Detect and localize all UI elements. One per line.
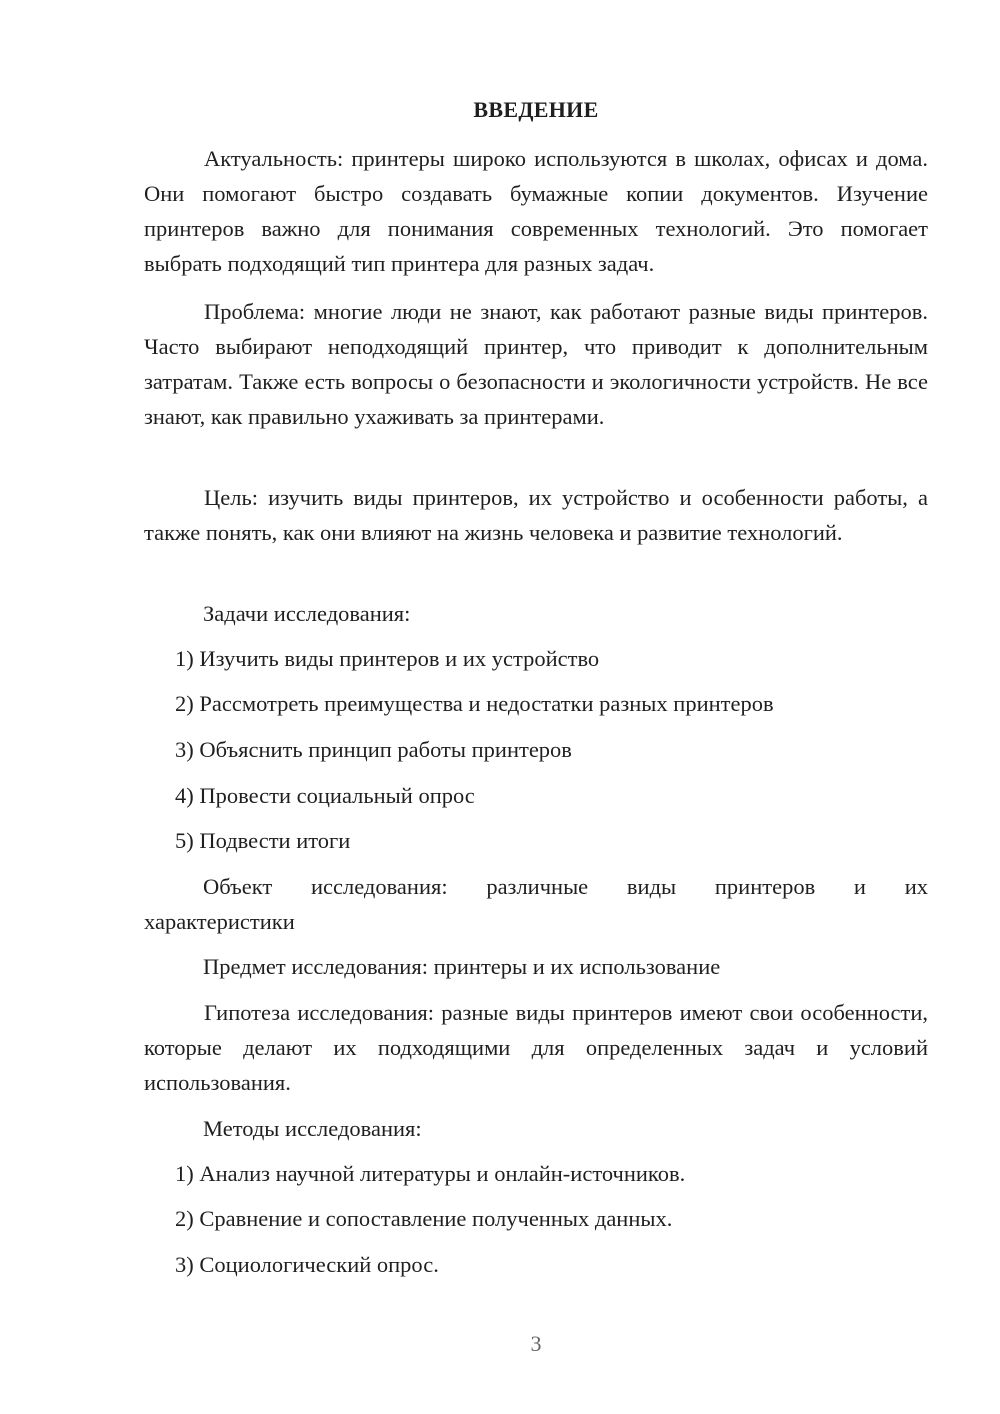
task-item-3: 3) Объяснить принцип работы принтеров [175,737,572,762]
method-item-1: 1) Анализ научной литературы и онлайн-источников. [175,1161,686,1186]
task-item-1: 1) Изучить виды принтеров и их устройство [175,646,600,671]
subject-paragraph: Предмет исследования: принтеры и их использование [203,954,721,979]
problem-paragraph: Проблема: многие люди не знают, как работают разные виды принтеров. Часто выбирают неподходящий принтер, что приводит к дополнительным затратам. Также есть вопросы о безопасности и экологичности устройств. Не все знают, как правильно ухаживать за принтерами. [144,299,928,429]
method-item-2: 2) Сравнение и сопоставление полученных данных. [175,1206,673,1231]
tasks-heading: Задачи исследования: [203,601,411,626]
page-number: 3 [530,1331,542,1356]
object-line-2: характеристики [144,909,295,934]
object-line-1: Объект исследования: различные виды принтеров и их [203,874,928,899]
relevance-paragraph: Актуальность: принтеры широко используются в школах, офисах и дома. Они помогают быстро создавать бумажные копии документов. Изучение принтеров важно для понимания современных технологий. Это помогает выбрать подходящий тип принтера для разных задач. [144,146,928,276]
methods-heading: Методы исследования: [203,1116,422,1141]
task-item-5: 5) Подвести итоги [175,828,351,853]
task-item-2: 2) Рассмотреть преимущества и недостатки разных принтеров [175,691,774,716]
task-item-4: 4) Провести социальный опрос [175,783,475,808]
goal-paragraph: Цель: изучить виды принтеров, их устройство и особенности работы, а также понять, как они влияют на жизнь человека и развитие технологий. [144,485,928,545]
method-item-3: 3) Социологический опрос. [175,1252,439,1277]
page-title: ВВЕДЕНИЕ [473,97,599,122]
hypothesis-paragraph: Гипотеза исследования: разные виды принтеров имеют свои особенности, которые делают их подходящими для определенных задач и условий использования. [144,1000,928,1095]
